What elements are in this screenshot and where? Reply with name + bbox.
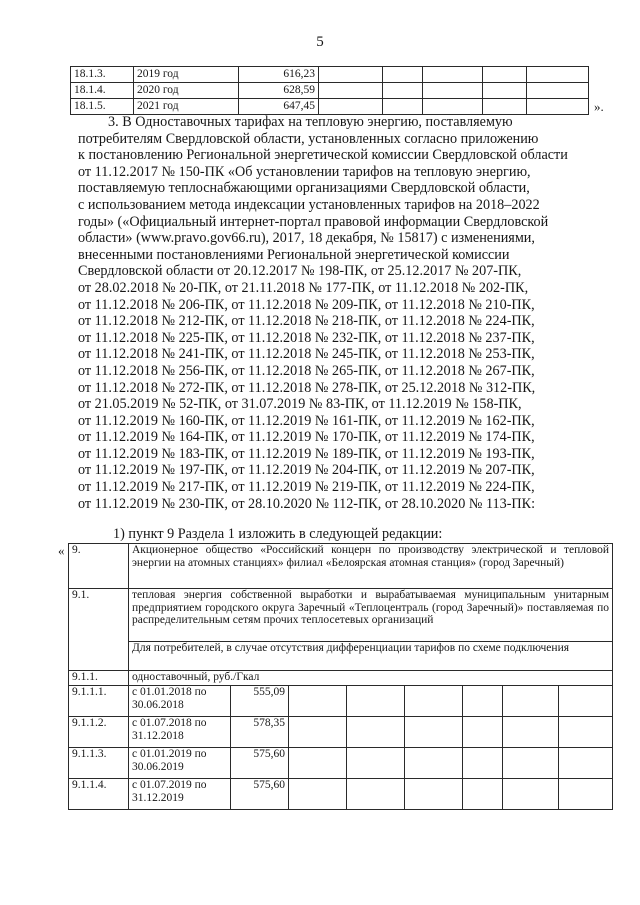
- table-row: [71, 83, 589, 99]
- table-row: [69, 642, 613, 671]
- row-year: 2020 год: [134, 83, 239, 99]
- row-code: 9.1.1.1.: [69, 686, 129, 717]
- organization-name: Акционерное общество «Российский концерн по производству электрической и тепловой энергии на атомных станциях» филиал «Белоярская атомная станция» (город Заречный): [129, 544, 613, 589]
- row-code: 9.1.: [69, 589, 129, 671]
- table-row: [71, 67, 589, 83]
- row-code: 18.1.4.: [71, 83, 134, 99]
- opening-quote: «: [58, 543, 65, 558]
- row-value: 628,59: [239, 83, 319, 99]
- paragraph-line: с использованием метода индексации установленных тарифов на 2018–2022: [78, 196, 540, 213]
- paragraph-line: потребителям Свердловской области, установленных согласно приложению: [78, 130, 539, 147]
- tariff-value: 575,60: [231, 748, 289, 779]
- row-year: 2019 год: [134, 67, 239, 83]
- row-year: 2021 год: [134, 99, 239, 115]
- paragraph-line: внесенными постановлениями Региональной энергетической комиссии: [78, 246, 510, 263]
- period: с 01.07.2018 по 31.12.2018: [129, 717, 231, 748]
- paragraph-line: 3. В Одноставочных тарифах на тепловую энергию, поставляемую: [108, 114, 513, 130]
- paragraph-line: от 11.12.2019 № 230-ПК, от 28.10.2020 № 112-ПК, от 28.10.2020 № 113-ПК:: [78, 495, 536, 512]
- paragraph-line: от 11.12.2019 № 164-ПК, от 11.12.2019 № 170-ПК, от 11.12.2019 № 174-ПК,: [78, 429, 535, 446]
- tariff-value: 555,09: [231, 686, 289, 717]
- paragraph-line: от 11.12.2019 № 197-ПК, от 11.12.2019 № 204-ПК, от 11.12.2019 № 207-ПК,: [78, 462, 535, 479]
- tariff-table-main: [68, 543, 613, 810]
- row-code: 9.1.1.: [69, 671, 129, 686]
- tariff-value: 575,60: [231, 779, 289, 810]
- paragraph-line: от 11.12.2019 № 160-ПК, от 11.12.2019 № 161-ПК, от 11.12.2019 № 162-ПК,: [78, 412, 535, 429]
- table-row: [69, 717, 613, 748]
- paragraph-line: от 11.12.2018 № 272-ПК, от 11.12.2018 № 278-ПК, от 25.12.2018 № 312-ПК,: [78, 379, 536, 396]
- subpoint-text: 1) пункт 9 Раздела 1 изложить в следующей редакции:: [113, 526, 443, 542]
- table-row: [69, 589, 613, 642]
- row-code: 9.: [69, 544, 129, 589]
- energy-description: тепловая энергия собственной выработки и вырабатываемая муниципальным унитарным предприятием городского округа Заречный «Теплоцентраль (город Заречный)» поставляемая по распределительным сетям прочих теплосетевых организаций: [129, 589, 613, 642]
- amendment-paragraph: [78, 114, 610, 512]
- paragraph-line: от 11.12.2018 № 212-ПК, от 11.12.2018 № 218-ПК, от 11.12.2018 № 224-ПК,: [78, 313, 535, 330]
- paragraph-line: от 21.05.2019 № 52-ПК, от 31.07.2019 № 83-ПК, от 11.12.2019 № 158-ПК,: [78, 396, 522, 413]
- paragraph-line: от 11.12.2018 № 256-ПК, от 11.12.2018 № 265-ПК, от 11.12.2018 № 267-ПК,: [78, 362, 535, 379]
- paragraph-line: от 11.12.2018 № 225-ПК, от 11.12.2018 № 232-ПК, от 11.12.2018 № 237-ПК,: [78, 329, 535, 346]
- page-number: 5: [316, 34, 324, 50]
- table-row: [69, 671, 613, 686]
- period: с 01.01.2019 по 30.06.2019: [129, 748, 231, 779]
- paragraph-line: области» (www.pravo.gov66.ru), 2017, 18 декабря, № 15817) с изменениями,: [78, 230, 535, 247]
- table-row: [69, 686, 613, 717]
- paragraph-line: к постановлению Региональной энергетической комиссии Свердловской области: [78, 147, 568, 164]
- paragraph-line: поставляемую теплоснабжающими организациями Свердловской области,: [78, 180, 530, 197]
- paragraph-line: годы» («Официальный интернет-портал правовой информации Свердловской: [78, 213, 549, 230]
- row-code: 18.1.3.: [71, 67, 134, 83]
- tariff-type: одноставочный, руб./Гкал: [129, 671, 613, 686]
- paragraph-line: от 11.12.2017 № 150-ПК «Об установлении тарифов на тепловую энергию,: [78, 163, 531, 180]
- table-row: [71, 99, 589, 115]
- consumers-note: Для потребителей, в случае отсутствия дифференциации тарифов по схеме подключения: [129, 642, 613, 671]
- paragraph-line: Свердловской области от 20.12.2017 № 198-ПК, от 25.12.2017 № 207-ПК,: [78, 263, 522, 280]
- paragraph-line: от 11.12.2019 № 217-ПК, от 11.12.2019 № 219-ПК, от 11.12.2019 № 224-ПК,: [78, 479, 535, 496]
- paragraph-line: от 11.12.2018 № 241-ПК, от 11.12.2018 № 245-ПК, от 11.12.2018 № 253-ПК,: [78, 346, 535, 363]
- table-row: [69, 779, 613, 810]
- table-row: [69, 544, 613, 589]
- tariff-value: 578,35: [231, 717, 289, 748]
- paragraph-line: от 28.02.2018 № 20-ПК, от 21.11.2018 № 177-ПК, от 11.12.2018 № 202-ПК,: [78, 279, 529, 296]
- closing-quote: ».: [594, 99, 604, 114]
- row-code: 9.1.1.4.: [69, 779, 129, 810]
- paragraph-line: от 11.12.2019 № 183-ПК, от 11.12.2019 № 189-ПК, от 11.12.2019 № 193-ПК,: [78, 445, 535, 462]
- period: с 01.07.2019 по 31.12.2019: [129, 779, 231, 810]
- row-code: 18.1.5.: [71, 99, 134, 115]
- paragraph-line: от 11.12.2018 № 206-ПК, от 11.12.2018 № 209-ПК, от 11.12.2018 № 210-ПК,: [78, 296, 535, 313]
- tariff-table-top: [70, 66, 589, 115]
- period: с 01.01.2018 по 30.06.2018: [129, 686, 231, 717]
- table-row: [69, 748, 613, 779]
- row-code: 9.1.1.2.: [69, 717, 129, 748]
- row-value: 647,45: [239, 99, 319, 115]
- row-value: 616,23: [239, 67, 319, 83]
- row-code: 9.1.1.3.: [69, 748, 129, 779]
